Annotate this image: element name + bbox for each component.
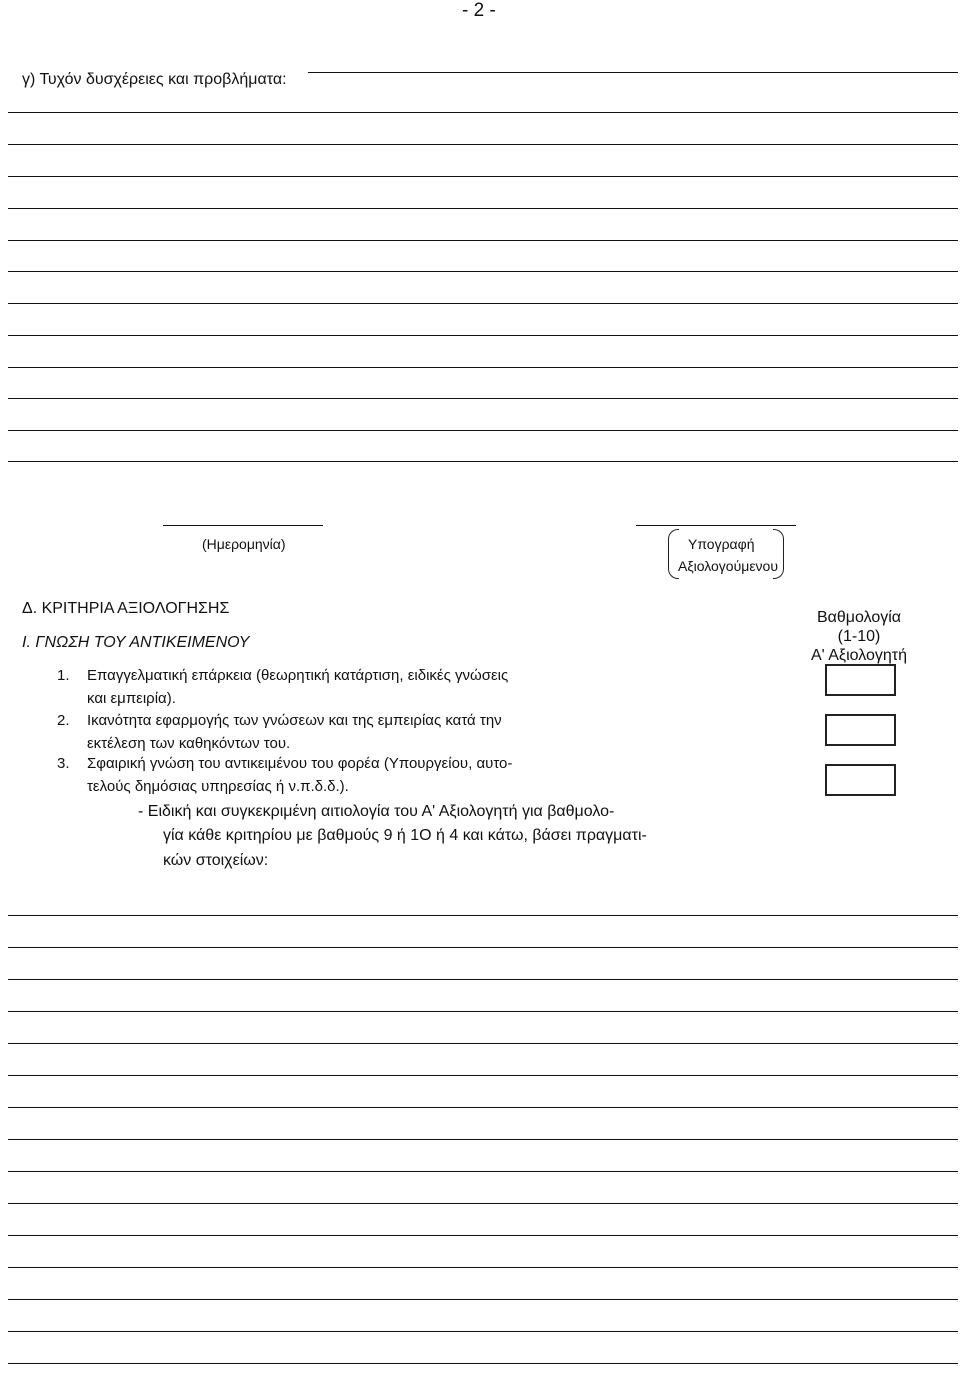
answer-line[interactable] (8, 1107, 958, 1108)
answer-line[interactable] (8, 1043, 958, 1044)
score-box-criterion-1[interactable] (825, 664, 896, 696)
answer-line[interactable] (8, 367, 958, 368)
scoring-header-line-3: Α' Αξιολογητή (810, 647, 908, 664)
answer-line[interactable] (8, 1363, 958, 1364)
justification-text-line-2: γία κάθε κριτηρίου με βαθμούς 9 ή 1Ο ή 4 και κάτω, βάσει πραγματι- (163, 827, 647, 844)
criterion-1-text-line-1: Επαγγελματική επάρκεια (θεωρητική κατάρτιση, ειδικές γνώσεις (87, 667, 509, 684)
section-title: Δ. ΚΡΙΤΗΡΙΑ ΑΞΙΟΛΟΓΗΣΗΣ (22, 600, 230, 617)
answer-line[interactable] (8, 176, 958, 177)
justification-text-line-1: - Ειδική και συγκεκριμένη αιτιολογία του Α' Αξιολογητή για βαθμολο- (138, 803, 615, 820)
criterion-1-text-line-2: και εμπειρία). (87, 690, 176, 707)
answer-line[interactable] (8, 979, 958, 980)
scoring-header-line-1: Βαθμολογία (816, 609, 902, 626)
answer-line[interactable] (8, 208, 958, 209)
answer-line[interactable] (8, 947, 958, 948)
answer-line[interactable] (8, 1267, 958, 1268)
page-number: - 2 - (462, 0, 496, 21)
section-subtitle: I. ΓΝΩΣΗ ΤΟΥ ΑΝΤΙΚΕΙΜΕΝΟΥ (22, 634, 250, 651)
score-box-criterion-3[interactable] (825, 764, 896, 796)
answer-line[interactable] (8, 398, 958, 399)
answer-line[interactable] (8, 1203, 958, 1204)
criterion-1-number: 1. (57, 667, 70, 684)
difficulties-label: γ) Τυχόν δυσχέρειες και προβλήματα: (22, 71, 287, 88)
answer-line[interactable] (308, 72, 958, 73)
answer-line[interactable] (8, 112, 958, 113)
answer-line[interactable] (8, 430, 958, 431)
criterion-3-text-line-1: Σφαιρική γνώση του αντικειμένου του φορέα (Υπουργείου, αυτο- (87, 755, 513, 772)
answer-line[interactable] (8, 1331, 958, 1332)
answer-line[interactable] (8, 271, 958, 272)
scoring-header (784, 608, 934, 665)
date-line[interactable] (163, 525, 323, 526)
answer-line[interactable] (8, 335, 958, 336)
answer-line[interactable] (8, 240, 958, 241)
answer-line[interactable] (8, 1139, 958, 1140)
signature-line[interactable] (636, 525, 796, 526)
answer-line[interactable] (8, 1171, 958, 1172)
answer-line[interactable] (8, 1235, 958, 1236)
criterion-2-text-line-1: Ικανότητα εφαρμογής των γνώσεων και της εμπειρίας κατά την (87, 712, 502, 729)
answer-line[interactable] (8, 303, 958, 304)
answer-line[interactable] (8, 1299, 958, 1300)
signature-label-1: Υπογραφή (688, 536, 755, 552)
date-label: (Ημερομηνία) (202, 536, 286, 552)
criterion-2-text-line-2: εκτέλεση των καθηκόντων του. (87, 735, 291, 752)
answer-line[interactable] (8, 1075, 958, 1076)
criterion-2-number: 2. (57, 712, 70, 729)
criterion-3-number: 3. (57, 755, 70, 772)
answer-line[interactable] (8, 461, 958, 462)
scoring-header-line-2: (1-10) (837, 628, 881, 645)
answer-line[interactable] (8, 144, 958, 145)
answer-line[interactable] (8, 1011, 958, 1012)
criterion-3-text-line-2: τελούς δημόσιας υπηρεσίας ή ν.π.δ.δ.). (87, 778, 349, 795)
justification-text-line-3: κών στοιχείων: (163, 852, 269, 869)
score-box-criterion-2[interactable] (825, 714, 896, 746)
signature-label-2: Αξιολογούμενου (678, 558, 779, 574)
answer-line[interactable] (8, 915, 958, 916)
